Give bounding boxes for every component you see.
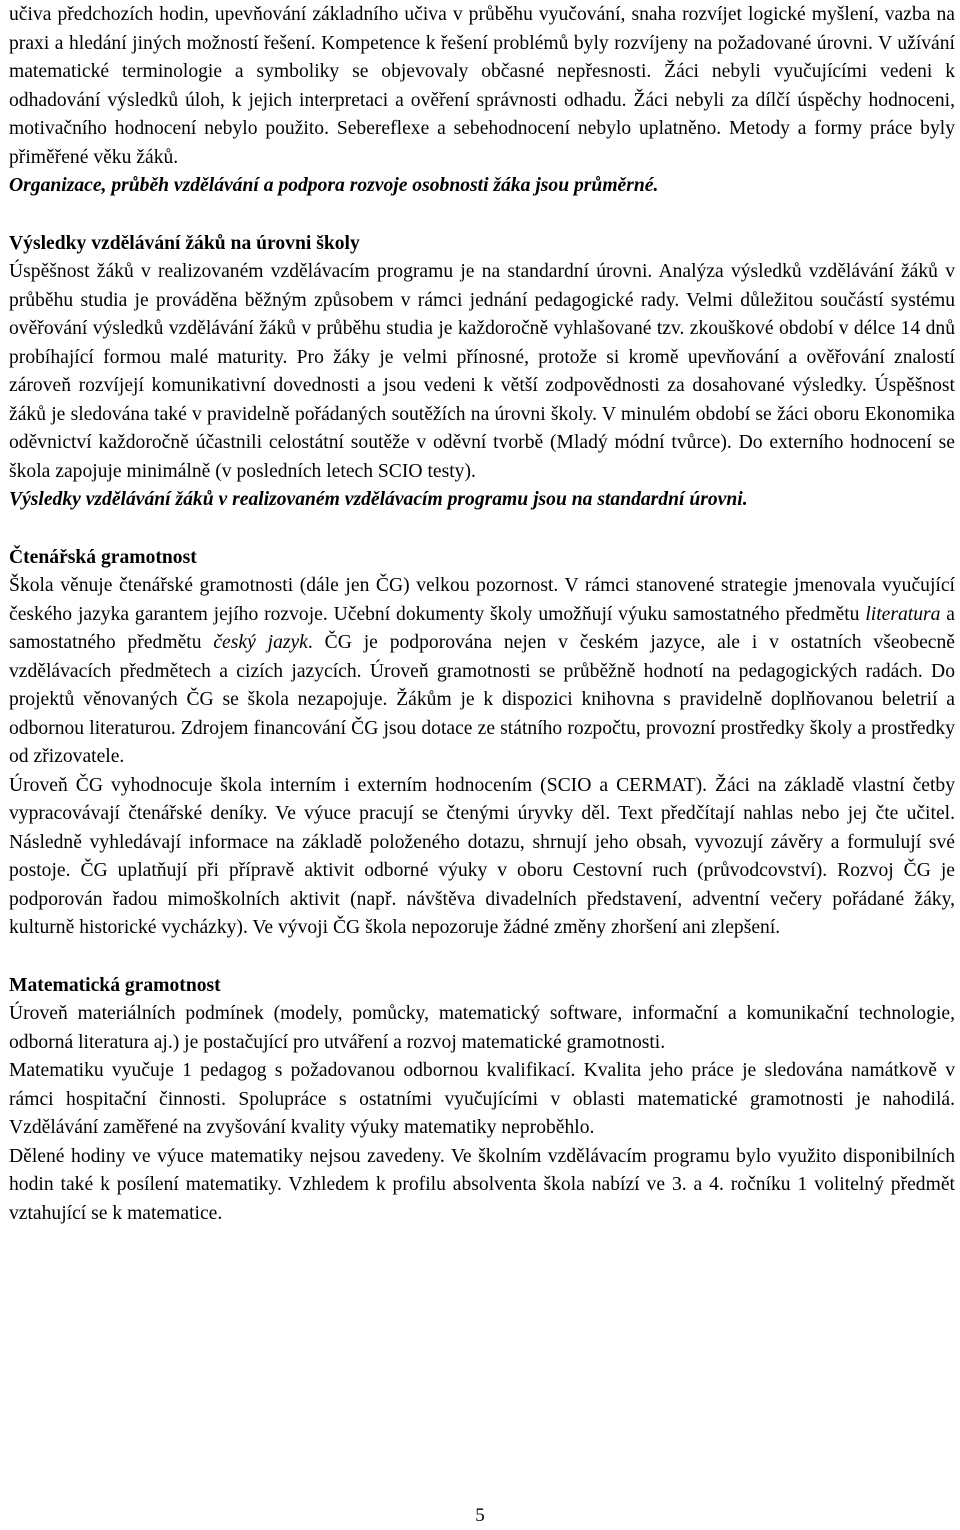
spacer [9, 515, 955, 544]
section4-paragraph-1: Úroveň materiálních podmínek (modely, pomůcky, matematický software, informační a komunikační technologie, odborná literatura aj.) je postačující pro utváření a rozvoj matematické gramotnosti. [9, 1003, 955, 1053]
section4-paragraph-2: Matematiku vyučuje 1 pedagog s požadovanou odbornou kvalifikací. Kvalita jeho práce je sledována namátkově v rámci hospitační činnosti. Spolupráce s ostatními vyučujícími v oblasti matematické gramotnosti je nahodilá. Vzdělávání zaměřené na zvyšování kvality výuky matematiky neproběhlo. [9, 1060, 955, 1138]
section3-paragraph-1 [9, 572, 955, 772]
section2-heading: Výsledky vzdělávání žáků na úrovni školy [9, 232, 360, 254]
section1-conclusion: Organizace, průběh vzdělávání a podpora rozvoje osobnosti žáka jsou průměrné. [9, 175, 659, 196]
section2-conclusion: Výsledky vzdělávání žáků v realizovaném vzdělávacím programu jsou na standardní úrovni. [9, 489, 748, 510]
document-page [9, 0, 955, 1228]
section3-heading: Čtenářská gramotnost [9, 546, 197, 568]
subject-cesky-jazyk: český jazyk [213, 632, 308, 653]
section4-paragraph-3: Dělené hodiny ve výuce matematiky nejsou zavedeny. Ve školním vzdělávacím programu bylo využito disponibilních hodin také k posílení matematiky. Vzhledem k profilu absolventa škola nabízí ve 3. a 4. ročníku 1 volitelný předmět vztahující se k matematice. [9, 1145, 955, 1224]
section1-paragraph: učiva předchozích hodin, upevňování základního učiva v průběhu vyučování, snaha rozvíjet logické myšlení, vazba na praxi a hledání jiných možností řešení. Kompetence k řešení problémů byly rozvíjeny na požadované úrovni. V užívání matematické terminologie a symboliky se objevovaly občasné nepřesnosti. Žáci nebyli vyučujícími vedeni k odhadování výsledků úloh, k jejich interpretaci a ověření správnosti odhadu. Žáci nebyli za dílčí úspěchy hodnoceni, motivačního hodnocení nebylo použito. Sebereflexe a sebehodnocení nebylo uplatněno. Metody a formy práce byly přiměřené věku žáků. [9, 4, 955, 168]
spacer [9, 201, 955, 230]
page-number: 5 [475, 1505, 485, 1526]
spacer [9, 943, 955, 972]
section4-heading: Matematická gramotnost [9, 974, 221, 996]
section3-p1-text-c: . ČG je podporována nejen v českém jazyce, ale i v ostatních všeobecně vzdělávacích předmětech a cizích jazycích. Úroveň gramotnosti se průběžně hodnotí na pedagogických radách. Do projektů věnovaných ČG se škola nezapojuje. Žákům je k dispozici knihovna s pravidelně doplňovanou beletrií a odbornou literaturou. Zdrojem financování ČG jsou dotace ze státního rozpočtu, provozní prostředky školy a prostředky od zřizovatele. [9, 632, 955, 767]
section3-paragraph-2: Úroveň ČG vyhodnocuje škola interním i externím hodnocením (SCIO a CERMAT). Žáci na základě vlastní četby vypracovávají čtenářské deníky. Ve výuce pracují se čtenými úryvky děl. Text předčítají nahlas nebo jej čte učitel. Následně vyhledávají informace na základě položeného dotazu, shrnují jeho obsah, vyvozují závěry a formulují své postoje. ČG uplatňují při přípravě aktivit odborné výuky v oboru Cestovní ruch (průvodcovství). Rozvoj ČG je podporován řadou mimoškolních aktivit (např. návštěva divadelních představení, adventní večery pořádané žáky, kulturně historické vycházky). Ve vývoji ČG škola nepozoruje žádné změny zhoršení ani zlepšení. [9, 774, 955, 938]
section3-p1-text-b: a samostatného předmětu [9, 603, 955, 653]
section2-paragraph: Úspěšnost žáků v realizovaném vzdělávacím programu je na standardní úrovni. Analýza výsledků vzdělávání žáků v průběhu studia je prováděna běžným způsobem v rámci jednání pedagogické rady. Velmi důležitou součástí systému ověřování výsledků vzdělávání žáků v průběhu studia je každoročně vyhlašované tzv. zkouškové období v délce 14 dnů probíhající formou malé maturity. Pro žáky je velmi přínosné, protože si kromě upevňování a ověřování znalostí zároveň rozvíjejí komunikativní dovednosti a jsou vedeni k větší zodpovědnosti za dosahované výsledky. Úspěšnost žáků je sledována také v pravidelně pořádaných soutěžích na úrovni školy. V minulém období se žáci oboru Ekonomika oděvnictví každoročně účastnili celostátní soutěže v oděvní tvorbě (Mladý módní tvůrce). Do externího hodnocení se škola zapojuje minimálně (v posledních letech SCIO testy). [9, 261, 955, 482]
subject-literatura: literatura [865, 603, 941, 625]
section3-p1-text-a: Škola věnuje čtenářské gramotnosti (dále jen ČG) velkou pozornost. V rámci stanovené strategie jmenovala vyučující českého jazyka garantem jejího rozvoje. Učební dokumenty školy umožňují výuku samostatného předmětu [9, 575, 955, 625]
